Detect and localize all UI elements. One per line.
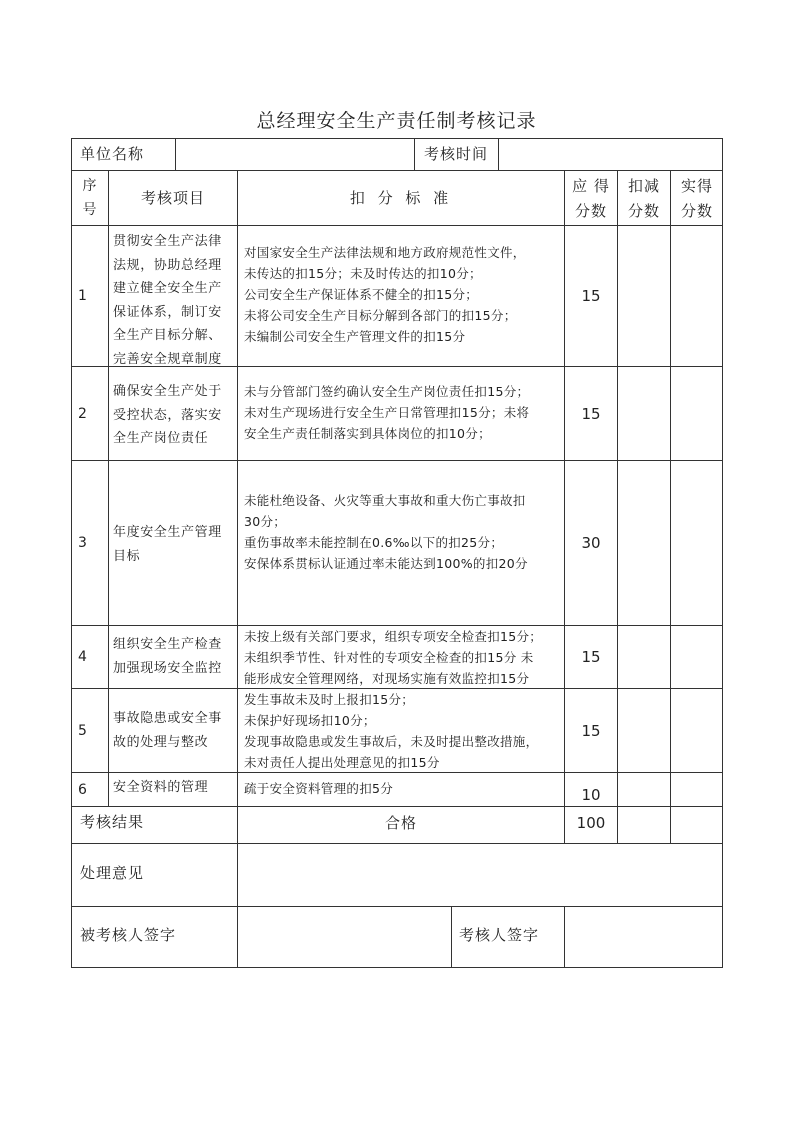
row-1-no: 1 — [78, 288, 87, 304]
row-4-item: 组织安全生产检查加强现场安全监控 — [113, 637, 222, 676]
row-3-deduct[interactable] — [618, 461, 670, 625]
row-6-deduct[interactable] — [618, 773, 670, 806]
row-2-no: 2 — [78, 405, 87, 422]
row-5-item: 事故隐患或安全事故的处理与整改 — [113, 711, 222, 750]
header-deduct: 扣减分数 — [627, 177, 660, 220]
row-1-item: 贯彻安全生产法律法规，协助总经理建立健全安全生产保证体系，制订安全生产目标分解、完善安全规章制度 — [113, 234, 222, 367]
row-6-no: 6 — [78, 781, 87, 798]
row-5-standard: 发生事故未及时上报扣15分； 未保护好现场扣10分； 发现事故隐患或发生事故后，未及时提出整改措施， 未对责任人提出处理意见的扣15分 — [244, 692, 539, 770]
row-3-item: 年度安全生产管理目标 — [113, 525, 222, 564]
exam-time-label: 考核时间 — [424, 145, 489, 163]
row-1-actual[interactable] — [671, 226, 722, 366]
unit-name-value[interactable] — [176, 138, 414, 170]
page-title: 总经理安全生产责任制考核记录 — [256, 110, 537, 132]
unit-name-label: 单位名称 — [80, 145, 145, 163]
exam-time-value[interactable] — [499, 138, 722, 170]
row-6-actual[interactable] — [671, 773, 722, 806]
result-label: 考核结果 — [80, 813, 145, 831]
row-2-deduct[interactable] — [618, 367, 670, 460]
row-2-item: 确保安全生产处于受控状态，落实安全生产岗位责任 — [113, 384, 222, 446]
row-4-no: 4 — [78, 649, 87, 665]
row-5-no: 5 — [78, 722, 87, 739]
row-5-deduct[interactable] — [618, 689, 670, 772]
row-6-standard: 疏于安全资料管理的扣5分 — [244, 780, 394, 796]
row-4-deduct[interactable] — [618, 626, 670, 688]
row-6-score: 10 — [581, 785, 601, 804]
row-1-score: 15 — [581, 287, 601, 305]
row-4-score: 15 — [581, 648, 601, 666]
row-3-standard: 未能杜绝设备、火灾等重大事故和重大伤亡事故扣 30分； 重伤事故率未能控制在0.6‰以下的扣25分； 安保体系贯标认证通过率未能达到100%的扣20分 — [244, 493, 528, 571]
row-5-score: 15 — [581, 721, 601, 740]
header-actual: 实得分数 — [680, 177, 713, 220]
header-no: 序号 — [82, 178, 98, 218]
examiner-signature-label: 考核人签字 — [459, 926, 540, 944]
examinee-signature-field[interactable] — [238, 907, 451, 967]
row-2-actual[interactable] — [671, 367, 722, 460]
opinion-label: 处理意见 — [80, 864, 145, 882]
result-value: 合格 — [384, 814, 417, 832]
row-2-standard: 未与分管部门签约确认安全生产岗位责任扣15分； 未对生产现场进行安全生产日常管理扣15分；未将 安全生产责任制落实到具体岗位的扣10分； — [244, 384, 530, 441]
row-1-standard: 对国家安全生产法律法规和地方政府规范性文件， 未传达的扣15分；未及时传达的扣10分； 公司安全生产保证体系不健全的扣15分； 未将公司安全生产目标分解到各部门的扣15分； 未编制公司安全生产管理文件的扣15分 — [244, 245, 526, 344]
result-score: 100 — [576, 814, 606, 832]
row-4-actual[interactable] — [671, 626, 722, 688]
header-standard: 扣 分 标 准 — [349, 188, 453, 207]
header-score: 应 得分数 — [572, 177, 610, 220]
examinee-signature-label: 被考核人签字 — [80, 926, 177, 944]
header-item: 考核项目 — [140, 188, 205, 207]
examiner-signature-field[interactable] — [565, 907, 722, 967]
row-1-deduct[interactable] — [618, 226, 670, 366]
row-2-score: 15 — [581, 404, 601, 423]
opinion-value[interactable] — [238, 844, 722, 906]
row-6-item: 安全资料的管理 — [113, 780, 209, 796]
row-3-score: 30 — [581, 534, 601, 552]
row-3-actual[interactable] — [671, 461, 722, 625]
row-5-actual[interactable] — [671, 689, 722, 772]
row-3-no: 3 — [78, 535, 87, 551]
row-4-standard: 未按上级有关部门要求，组织专项安全检查扣15分； 未组织季节性、针对性的专项安全检查的扣15分 未 能形成安全管理网络，对现场实施有效监控扣15分 — [244, 629, 543, 686]
